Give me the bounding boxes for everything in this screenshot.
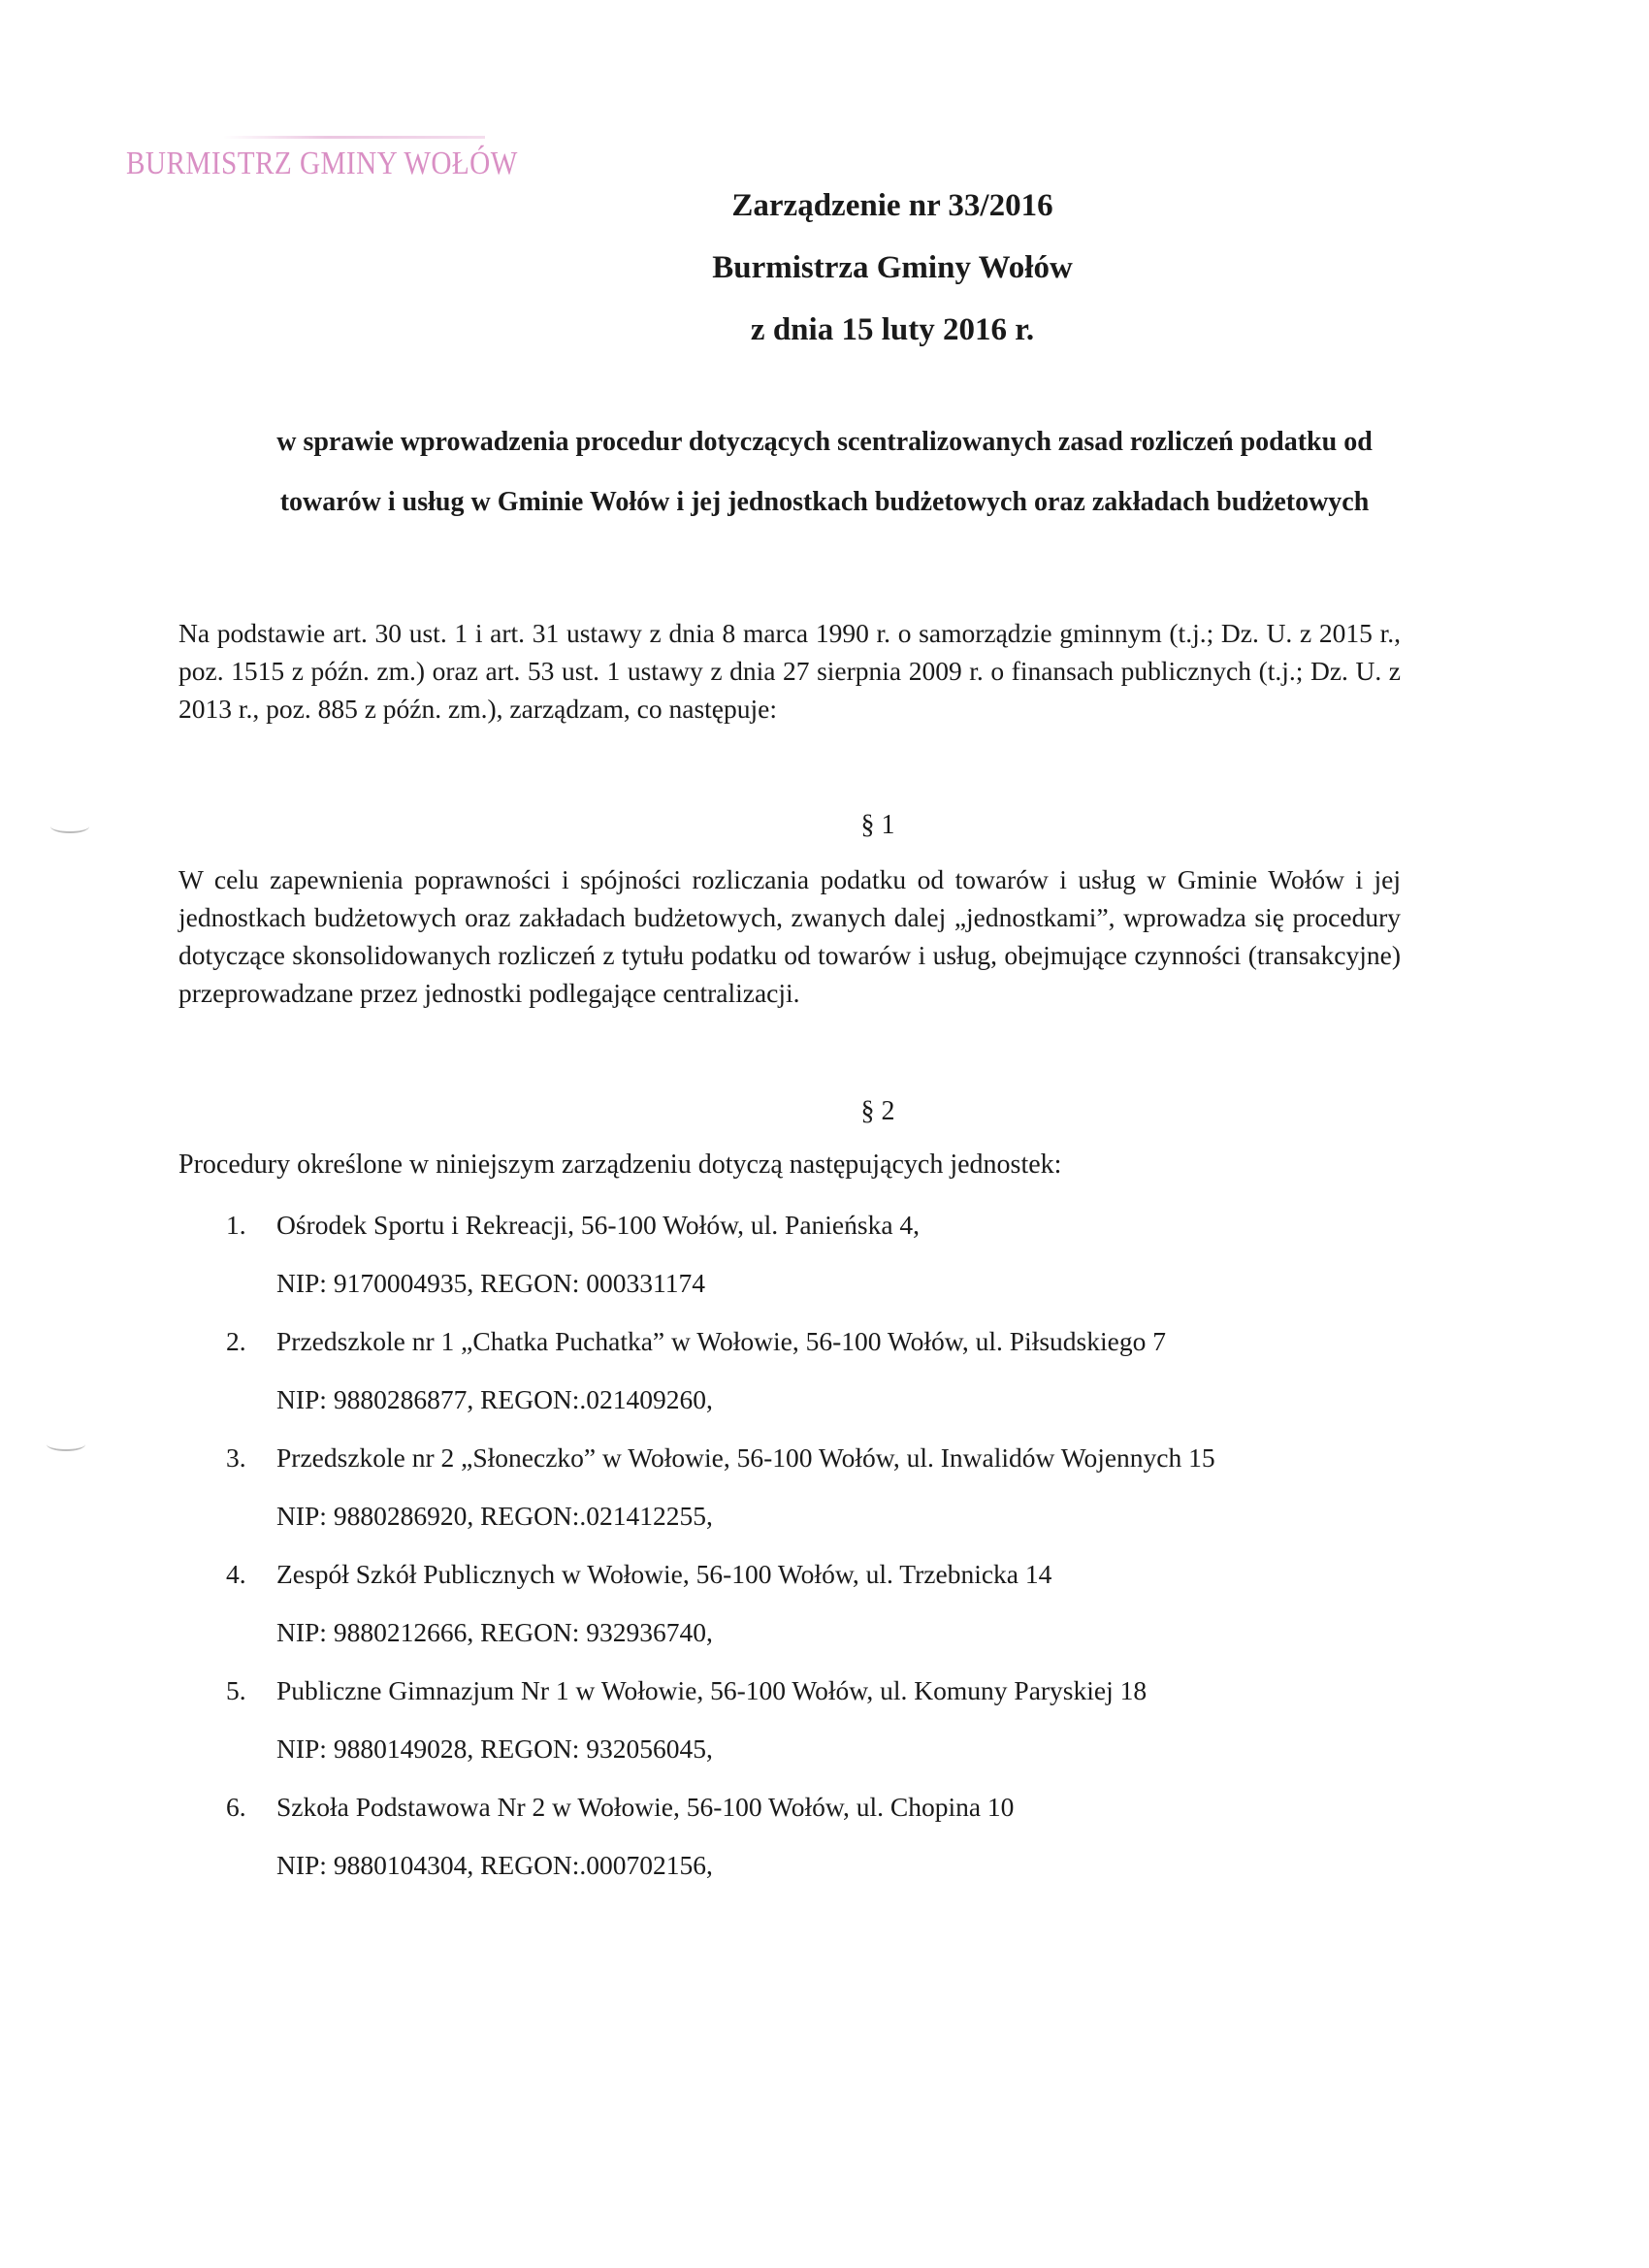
list-item-number: 6. bbox=[226, 1792, 246, 1822]
list-item-number: 1. bbox=[226, 1210, 246, 1240]
list-item bbox=[0, 1442, 1649, 1559]
section-2-mark: § 2 bbox=[860, 1096, 895, 1126]
document-title bbox=[0, 175, 1649, 361]
list-item-number: 3. bbox=[226, 1442, 246, 1473]
legal-basis-paragraph: Na podstawie art. 30 ust. 1 i art. 31 ustawy z dnia 8 marca 1990 r. o samorządzie gminnym (t.j.; Dz. U. z 2015 r., poz. 1515 z późn. zm.) oraz art. 53 ust. 1 ustawy z dnia 27 sierpnia 2009 r. o finansach publicznych (t.j.; Dz. U. z 2013 r., poz. 885 z późn. zm.), zarządzam, co następuje: bbox=[178, 618, 1401, 724]
subject-line-1: w sprawie wprowadzenia procedur dotyczących scentralizowanych zasad rozliczeń podatku od bbox=[276, 427, 1373, 457]
section-2-intro: Procedury określone w niniejszym zarządzeniu dotyczą następujących jednostek: bbox=[178, 1150, 1062, 1180]
title-ordinance-number: Zarządzenie nr 33/2016 bbox=[731, 188, 1053, 223]
document-subject bbox=[126, 412, 1523, 533]
list-item-name: Zespół Szkół Publicznych w Wołowie, 56-100 Wołów, ul. Trzebnicka 14 bbox=[276, 1559, 1052, 1589]
stamp-underline bbox=[223, 136, 485, 139]
list-item-ids: NIP: 9880286920, REGON:.021412255, bbox=[276, 1501, 713, 1531]
list-item-ids: NIP: 9880286877, REGON:.021409260, bbox=[276, 1384, 713, 1414]
mayor-stamp: BURMISTRZ GMINY WOŁÓW bbox=[126, 146, 518, 181]
list-item bbox=[0, 1326, 1649, 1442]
list-item-name: Ośrodek Sportu i Rekreacji, 56-100 Wołów, ul. Panieńska 4, bbox=[276, 1210, 921, 1240]
list-item-number: 4. bbox=[226, 1559, 246, 1589]
subject-line-2: towarów i usług w Gminie Wołów i jej jednostkach budżetowych oraz zakładach budżetowych bbox=[279, 487, 1370, 517]
section-1-heading bbox=[0, 810, 1649, 841]
list-item bbox=[0, 1792, 1649, 1908]
list-item-name: Przedszkole nr 1 „Chatka Puchatka” w Wołowie, 56-100 Wołów, ul. Piłsudskiego 7 bbox=[276, 1326, 1166, 1356]
unit-list bbox=[0, 1210, 1649, 1908]
list-item-ids: NIP: 9880149028, REGON: 932056045, bbox=[276, 1733, 713, 1764]
title-date: z dnia 15 luty 2016 r. bbox=[750, 312, 1035, 347]
list-item-ids: NIP: 9880104304, REGON:.000702156, bbox=[276, 1850, 713, 1880]
list-item-name: Publiczne Gimnazjum Nr 1 w Wołowie, 56-100 Wołów, ul. Komuny Paryskiej 18 bbox=[276, 1675, 1148, 1705]
section-2-heading bbox=[0, 1096, 1649, 1127]
list-item-name: Szkoła Podstawowa Nr 2 w Wołowie, 56-100 Wołów, ul. Chopina 10 bbox=[276, 1792, 1015, 1822]
list-item-number: 2. bbox=[226, 1326, 246, 1356]
section-1-mark: § 1 bbox=[860, 810, 895, 840]
list-item bbox=[0, 1210, 1649, 1326]
list-item-ids: NIP: 9170004935, REGON: 000331174 bbox=[276, 1268, 706, 1298]
title-issuer: Burmistrza Gminy Wołów bbox=[712, 250, 1073, 285]
list-item-ids: NIP: 9880212666, REGON: 932936740, bbox=[276, 1617, 713, 1647]
section-1-paragraph: W celu zapewnienia poprawności i spójności rozliczania podatku od towarów i usług w Gminie Wołów i jej jednostkach budżetowych oraz zakładach budżetowych, zwanych dalej „jednostkami”, wprowadza się procedury dotyczące skonsolidowanych rozliczeń z tytułu podatku od towarów i usług, obejmujące czynności (transakcyjne) przeprowadzane przez jednostki podlegające centralizacji. bbox=[178, 864, 1401, 1008]
list-item-number: 5. bbox=[226, 1675, 246, 1705]
list-item bbox=[0, 1675, 1649, 1792]
list-item bbox=[0, 1559, 1649, 1675]
list-item-name: Przedszkole nr 2 „Słoneczko” w Wołowie, 56-100 Wołów, ul. Inwalidów Wojennych 15 bbox=[276, 1442, 1215, 1473]
